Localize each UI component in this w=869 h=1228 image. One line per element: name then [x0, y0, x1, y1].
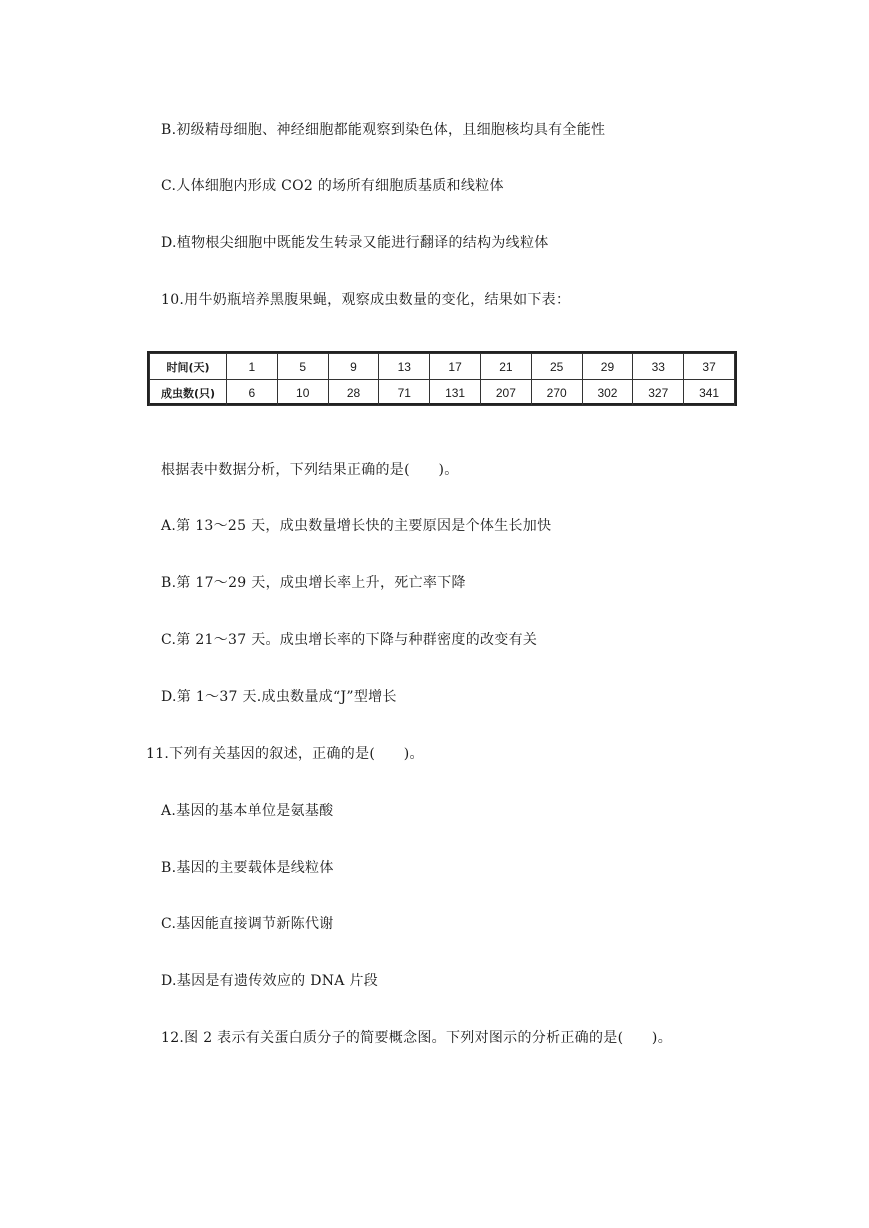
table-cell: 9: [328, 354, 379, 380]
table-cell: 28: [328, 380, 379, 406]
q10-option-a: A.第 13～25 天，成虫数量增长快的主要原因是个体生长加快: [161, 518, 552, 534]
q10-stem: 10.用牛奶瓶培养黑腹果蝇，观察成虫数量的变化，结果如下表：: [161, 292, 571, 308]
data-table-frame: [147, 351, 737, 406]
q11-option-c: C.基因能直接调节新陈代谢: [161, 916, 334, 932]
q10-prompt: 根据表中数据分析，下列结果正确的是( )。: [161, 462, 459, 478]
table-cell: 25: [531, 354, 582, 380]
q12-stem: 12.图 2 表示有关蛋白质分子的简要概念图。下列对图示的分析正确的是( )。: [161, 1030, 672, 1046]
table-cell: 131: [430, 380, 481, 406]
table-cell: 207: [480, 380, 531, 406]
table-cell: 1: [227, 354, 278, 380]
q11-option-b: B.基因的主要载体是线粒体: [161, 860, 334, 876]
q9-option-d: D.植物根尖细胞中既能发生转录又能进行翻译的结构为线粒体: [161, 235, 549, 251]
table-cell: 270: [531, 380, 582, 406]
q11-stem: 11.下列有关基因的叙述，正确的是( )。: [146, 746, 424, 762]
q11-option-d: D.基因是有遗传效应的 DNA 片段: [161, 973, 379, 989]
table-cell: 10: [277, 380, 328, 406]
table-cell: 6: [227, 380, 278, 406]
table-cell: 29: [582, 354, 633, 380]
table-cell: 71: [379, 380, 430, 406]
table-cell: 5: [277, 354, 328, 380]
q11-option-a: A.基因的基本单位是氨基酸: [161, 803, 334, 819]
table-cell: 13: [379, 354, 430, 380]
table-cell: 21: [480, 354, 531, 380]
table-cell: 37: [684, 354, 735, 380]
table-row-days: [150, 354, 735, 380]
table-cell: 302: [582, 380, 633, 406]
table-header-days: 时间(天): [150, 354, 227, 380]
q10-option-d: D.第 1～37 天.成虫数量成“J”型增长: [161, 689, 397, 705]
table-cell: 327: [633, 380, 684, 406]
table-cell: 17: [430, 354, 481, 380]
q10-option-c: C.第 21～37 天。成虫增长率的下降与种群密度的改变有关: [161, 632, 538, 648]
table-cell: 33: [633, 354, 684, 380]
table-cell: 341: [684, 380, 735, 406]
data-table: [149, 353, 735, 406]
q9-option-b: B.初级精母细胞、神经细胞都能观察到染色体，且细胞核均具有全能性: [161, 122, 606, 138]
table-header-counts: 成虫数(只): [150, 380, 227, 406]
q9-option-c: C.人体细胞内形成 CO2 的场所有细胞质基质和线粒体: [161, 178, 504, 194]
q10-option-b: B.第 17～29 天，成虫增长率上升，死亡率下降: [161, 575, 466, 591]
table-row-counts: [150, 380, 735, 406]
